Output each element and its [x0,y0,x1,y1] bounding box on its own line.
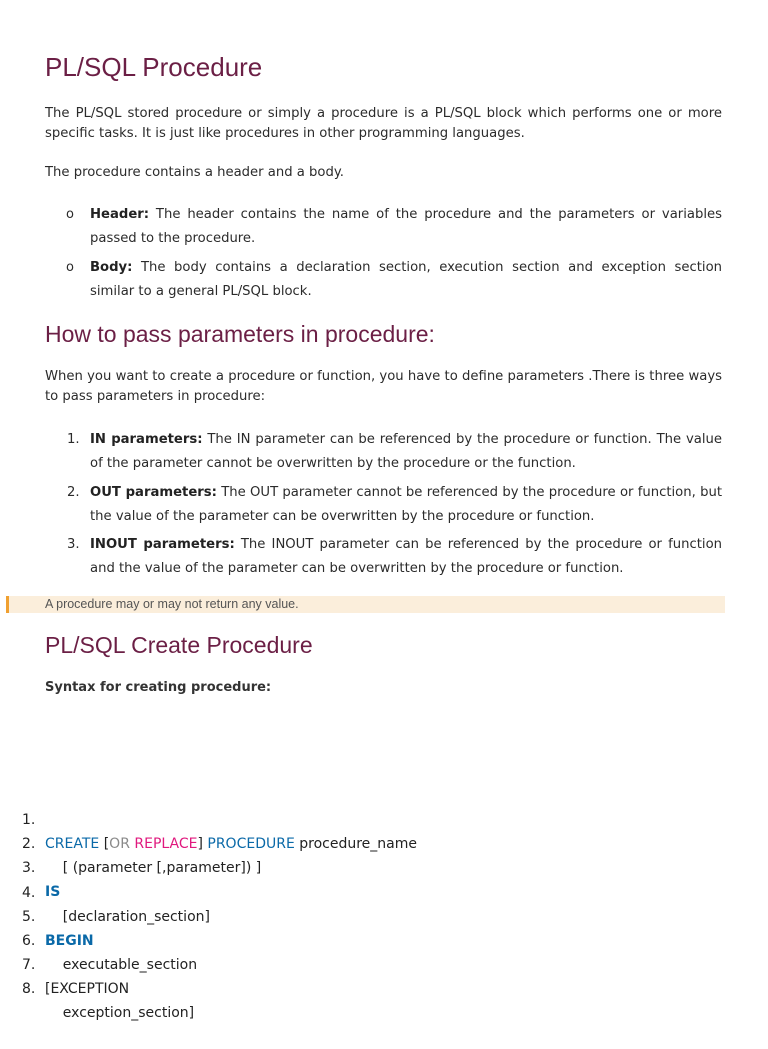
keyword: REPLACE [134,836,198,852]
contains-paragraph: The procedure contains a header and a body. [45,165,344,180]
code-line [22,832,61,901]
line-number: 2. [22,836,36,853]
param-list-1 [62,428,722,476]
list-item [62,481,722,529]
list-item [62,203,722,251]
description: The IN parameter can be referenced by the procedure or function. The value of the parameter cannot be overwritten by the procedure or the function. [90,432,722,471]
intro-paragraph: The PL/SQL stored procedure or simply a procedure is a PL/SQL block which performs one or more specific tasks. It is just like procedures in other programming languages. [45,106,722,141]
code-text: [EXCEPTION [45,981,130,998]
code-line [22,784,417,852]
keyword: OR [109,836,130,852]
list-item [62,533,722,581]
term: INOUT parameters: [90,537,235,552]
parts-list-2 [62,256,722,304]
description: The body contains a declaration section, execution section and exception section similar to a general PL/SQL block. [90,260,722,299]
keyword: PROCEDURE [207,836,295,852]
term: OUT parameters: [90,485,217,500]
term: Body: [90,260,133,275]
note-text: A procedure may or may not return any value. [45,597,299,611]
keyword: IS [45,884,61,901]
code-text: [declaration_section] [45,908,210,925]
bullet-icon: o [66,207,74,222]
list-item [62,256,722,304]
pass-intro-paragraph: When you want to create a procedure or function, you have to define parameters .There is three ways to pass parameters in procedure: [45,369,722,404]
item-number: 3. [67,537,80,552]
section-heading-create-procedure: PL/SQL Create Procedure [45,632,313,658]
param-list-2 [62,481,722,529]
parts-list [62,203,722,251]
line-number: 4. [22,884,36,901]
syntax-label: Syntax for creating procedure: [45,680,272,695]
line-number: 7. [22,957,36,974]
description: The OUT parameter cannot be referenced by the procedure or function, but the value of the parameter can be overwritten by the procedure or function. [90,485,722,524]
term: Header: [90,207,150,222]
description: The header contains the name of the procedure and the parameters or variables passed to the procedure. [90,207,722,246]
code-text: executable_section [45,956,198,973]
bullet-icon: o [66,260,74,275]
line-number: 6. [22,932,36,949]
bracket: ] [197,836,208,852]
item-number: 2. [67,485,80,500]
code-block [22,784,417,1022]
line-number: 3. [22,860,36,877]
code-text [45,832,417,856]
line-number: 5. [22,908,36,925]
code-text: [ (parameter [,parameter]) ] [45,860,262,877]
code-text: exception_section] [45,1005,195,1022]
param-list-3 [62,533,722,581]
bracket: [ [99,836,110,852]
page-title: PL/SQL Procedure [45,52,263,82]
line-number: 1. [22,812,36,828]
keyword: BEGIN [45,932,94,949]
identifier: procedure_name [294,836,417,852]
line-number: 8. [22,981,36,998]
keyword: CREATE [45,836,100,852]
description: The INOUT parameter can be referenced by the procedure or function and the value of the parameter can be overwritten by the procedure or function. [90,537,722,576]
note-callout [6,596,725,613]
item-number: 1. [67,432,80,447]
list-item [62,428,722,476]
section-heading-pass-parameters: How to pass parameters in procedure: [45,321,435,347]
term: IN parameters: [90,432,203,447]
